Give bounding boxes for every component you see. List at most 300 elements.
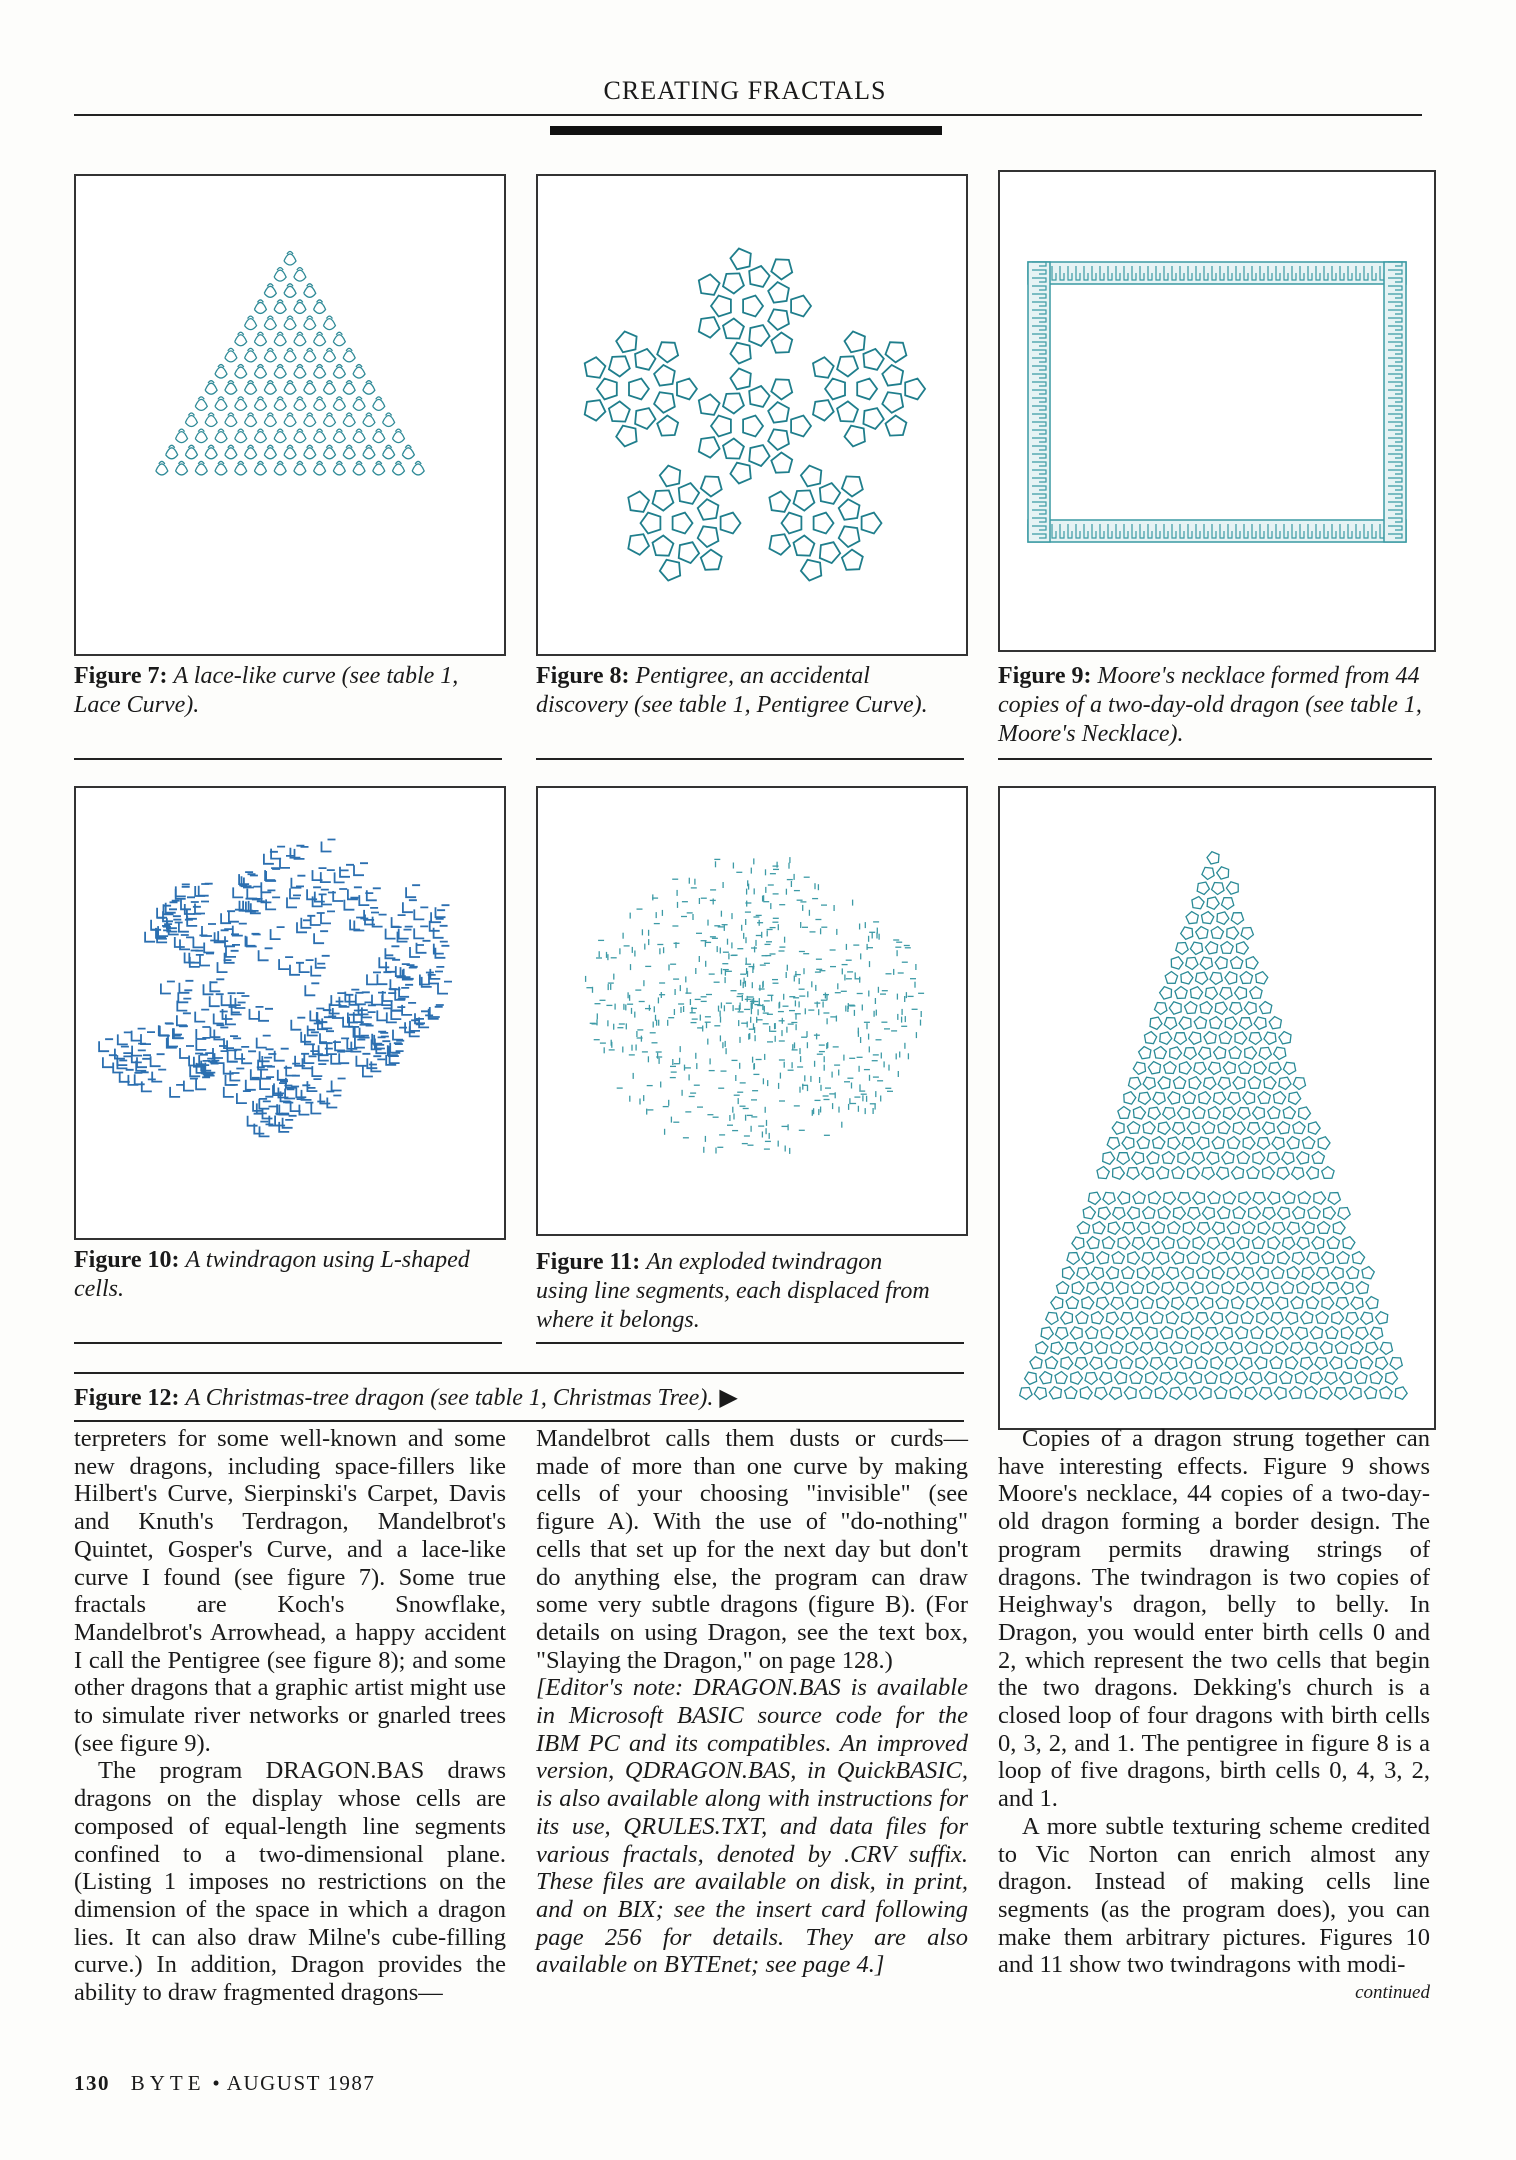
- pentagon-cell: [1136, 1357, 1148, 1369]
- pentagon-cell: [1242, 1267, 1254, 1279]
- lace-curve-segment: [323, 316, 335, 330]
- pentagon-cell: [1243, 1222, 1255, 1234]
- figure-8-caption: [536, 662, 936, 720]
- l-cell: [385, 946, 399, 958]
- pentagon-cell: [699, 394, 720, 415]
- pentagon-cell: [1055, 1372, 1067, 1384]
- l-cell: [339, 1051, 353, 1063]
- pentagon-cell: [1118, 1192, 1130, 1204]
- lace-curve-segment: [363, 381, 375, 395]
- pentagon-cell: [1269, 1062, 1281, 1074]
- pentagon-cell: [1140, 1343, 1152, 1355]
- lace-curve-segment: [314, 461, 326, 475]
- pentagon-cell: [1222, 1282, 1234, 1294]
- pentagon-cell: [660, 560, 680, 581]
- pentagon-cell: [1199, 1047, 1211, 1059]
- pentagon-cell: [723, 273, 744, 293]
- lace-curve-segment: [373, 397, 385, 411]
- pentagon-cell: [1366, 1342, 1378, 1354]
- pentagon-cell: [1301, 1312, 1313, 1324]
- pentagon-cell: [1297, 1152, 1309, 1164]
- pentagon-cell: [1140, 1387, 1152, 1399]
- pentagon-cell: [1202, 1122, 1214, 1134]
- pentagon-cell: [1186, 1298, 1198, 1310]
- l-cell: [415, 1011, 429, 1023]
- lace-curve-segment: [314, 429, 326, 443]
- pentagon-cell: [1127, 1168, 1139, 1180]
- pentagon-cell: [1260, 1388, 1272, 1400]
- pentagon-cell: [1307, 1252, 1319, 1264]
- pentagon-cell: [863, 408, 883, 429]
- pentagon-cell: [699, 274, 720, 295]
- figure-7-label: Figure 7:: [74, 663, 168, 689]
- pentagon-cell: [1200, 1002, 1212, 1014]
- pentagon-cell: [1113, 1167, 1125, 1179]
- pentagon-cell: [1097, 1297, 1109, 1309]
- pentagon-cell: [1340, 1372, 1352, 1384]
- lace-curve-segment: [353, 365, 365, 379]
- pentagon-cell: [1268, 1237, 1280, 1249]
- page-footer: [74, 2071, 375, 2096]
- pentagon-cell: [1112, 1122, 1124, 1134]
- pentagon-cell: [1286, 1312, 1298, 1324]
- pentagon-cell: [1123, 1223, 1135, 1235]
- pentagon-cell: [882, 392, 903, 413]
- figure-8-image: [536, 174, 968, 656]
- pentagon-cell: [1240, 1357, 1252, 1369]
- pentagon-cell: [1366, 1297, 1378, 1309]
- pentagon-cell: [1162, 1282, 1174, 1294]
- pentagon-cell: [1169, 1002, 1181, 1014]
- pentagon-cell: [1293, 1207, 1305, 1219]
- pentagon-cell: [1230, 1387, 1242, 1399]
- pentagon-cell: [1233, 1207, 1245, 1219]
- l-cell: [434, 926, 448, 938]
- pentagon-cell: [1250, 1372, 1262, 1384]
- pentagon-cell: [1217, 867, 1229, 879]
- l-cell: [222, 993, 236, 1005]
- l-cell: [312, 1064, 326, 1076]
- pentagon-cell: [1183, 1222, 1195, 1234]
- pentagon-cell: [1180, 1062, 1192, 1074]
- pentagon-cell: [1361, 1357, 1373, 1369]
- pentagon-cell: [1322, 1252, 1334, 1264]
- pentagon-cell: [635, 408, 655, 429]
- pentagon-cell: [1148, 1107, 1160, 1119]
- pentagon-cell: [1276, 1342, 1288, 1354]
- lace-curve-segment: [215, 429, 227, 443]
- pentagon-cell: [1278, 1252, 1290, 1264]
- pentagon-cell: [1225, 1357, 1237, 1369]
- l-cell: [367, 1056, 381, 1068]
- l-cell: [136, 1059, 150, 1071]
- pentagon-cell: [1186, 912, 1198, 924]
- pentagon-cell: [1287, 1137, 1299, 1149]
- l-cell: [392, 915, 406, 927]
- pentagon-cell: [1239, 1192, 1251, 1204]
- pentagon-cell: [1338, 1208, 1350, 1220]
- pentagon-cell: [1332, 1312, 1344, 1324]
- pentagon-cell: [1345, 1357, 1357, 1369]
- pentagon-cell: [1040, 1372, 1052, 1384]
- pentagon-cell: [1106, 1312, 1118, 1324]
- l-cell: [180, 1046, 194, 1058]
- pentagon-cell: [1247, 1167, 1259, 1179]
- pentagon-cell: [1310, 1372, 1322, 1384]
- lace-curve-segment: [353, 429, 365, 443]
- pentagon-cell: [1267, 1327, 1279, 1339]
- pentagon-cell: [1178, 1193, 1190, 1205]
- pentagon-cell: [1071, 1372, 1083, 1384]
- pentagon-cell: [1226, 882, 1238, 894]
- pentagon-cell: [1390, 1358, 1402, 1370]
- exploded-twindragon-drawing: [538, 788, 966, 1234]
- pentagon-cell: [1287, 1222, 1299, 1234]
- l-cell: [160, 1024, 174, 1036]
- pentagon-cell: [1386, 1372, 1398, 1384]
- pentagon-cell: [1223, 1062, 1235, 1074]
- pentagon-cell: [1127, 1207, 1139, 1219]
- lace-curve-segment: [284, 316, 296, 330]
- lace-curve-segment: [225, 381, 237, 395]
- l-cell: [196, 1077, 210, 1089]
- pentagon-cell: [1395, 1387, 1407, 1399]
- pentagon-cell: [1208, 1107, 1220, 1119]
- figure-7-text: A lace-like curve (see table 1, Lace Curve).: [74, 663, 459, 718]
- pentagon-cell: [1299, 1107, 1311, 1119]
- pentagon-cell: [1194, 1017, 1206, 1029]
- pentagon-cell: [1237, 1237, 1249, 1249]
- pentagon-cell: [1065, 1387, 1077, 1399]
- l-cell: [159, 1023, 173, 1035]
- pentagon-cell: [1287, 1267, 1299, 1279]
- pentagon-cell: [1080, 1342, 1092, 1354]
- l-cell: [321, 870, 335, 882]
- pentagon-cell: [1154, 1047, 1166, 1059]
- pentigree-drawing: [538, 176, 966, 654]
- lace-curve-segment: [274, 365, 286, 379]
- figure-7-image: [74, 174, 506, 656]
- pentagon-cell: [1335, 1388, 1347, 1400]
- pentagon-cell: [1195, 1357, 1207, 1369]
- pentagon-cell: [794, 536, 815, 556]
- figure-7-caption: [74, 662, 494, 720]
- pentagon-cell: [1270, 1357, 1282, 1369]
- paragraph: Copies of a dragon strung together can have interesting effects. Figure 9 shows Moore's necklace, 44 copies of a two-day-old dragon forming a border design. The program permits drawing strings of dragons. The twindragon is two copies of Heighway's dragon, belly to belly. In Dragon, you would enter birth cells 0 and 2, which represent the two cells that begin the two dragons. Dekking's church is a closed loop of four dragons with birth cells 0, 3, 2, and 1. The pentigree in figure 8 is a loop of five dragons, birth cells 0, 4, 3, 2, and 1.: [998, 1425, 1430, 1813]
- lace-curve-segment: [254, 397, 266, 411]
- pentagon-cell: [1370, 1372, 1382, 1384]
- pentagon-cell: [1197, 1267, 1209, 1279]
- pentagon-cell: [1164, 1018, 1176, 1030]
- pentagon-cell: [1168, 1222, 1180, 1234]
- pentagon-cell: [723, 439, 744, 459]
- lace-curve-segment: [402, 445, 414, 459]
- figure-9-text: Moore's necklace formed from 44 copies of a two-day-old dragon (see table 1, Moore's Necklace).: [998, 663, 1422, 747]
- pentagon-cell: [839, 499, 860, 520]
- pentagon-cell: [1206, 1282, 1218, 1294]
- l-cell: [377, 972, 391, 984]
- pentagon-cell: [1066, 1297, 1078, 1309]
- pentagon-cell: [1142, 1167, 1154, 1179]
- pentagon-cell: [1376, 1312, 1388, 1324]
- pentagon-cell: [1158, 1077, 1170, 1089]
- christmas-tree-drawing: [1000, 788, 1434, 1428]
- lace-curve-segment: [195, 397, 207, 411]
- pentagon-cell: [1251, 1283, 1263, 1295]
- pentagon-cell: [768, 309, 789, 330]
- pentagon-cell: [1312, 1282, 1324, 1294]
- pentagon-cell: [1072, 1237, 1084, 1249]
- pentagon-cell: [1086, 1327, 1098, 1339]
- pentagon-cell: [597, 379, 617, 400]
- pentagon-cell: [1211, 1312, 1223, 1324]
- pentagon-cell: [1307, 1167, 1319, 1179]
- lace-curve-segment: [235, 332, 247, 346]
- pentagon-cell: [1292, 1252, 1304, 1264]
- pentagon-cell: [1202, 1167, 1214, 1179]
- pentagon-cell: [1306, 1297, 1318, 1309]
- l-cell: [275, 1049, 289, 1061]
- l-cell: [193, 935, 207, 947]
- pentagon-cell: [1283, 1062, 1295, 1074]
- lace-curve-segment: [304, 284, 316, 298]
- pentagon-cell: [1310, 1327, 1322, 1339]
- pentagon-cell: [1168, 1137, 1180, 1149]
- pentagon-cell: [1167, 1267, 1179, 1279]
- pentagon-cell: [1155, 1342, 1167, 1354]
- pentagon-cell: [1247, 1297, 1259, 1309]
- pentagon-cell: [1302, 1137, 1314, 1149]
- pentagon-cell: [1164, 1192, 1176, 1204]
- pentagon-cell: [1160, 1327, 1172, 1339]
- pentagon-cell: [1157, 1297, 1169, 1309]
- pentagon-cell: [1191, 987, 1203, 999]
- lace-curve-segment: [284, 445, 296, 459]
- l-cell: [331, 993, 345, 1005]
- pentagon-cell: [1137, 1267, 1149, 1279]
- pentagon-cell: [768, 402, 789, 423]
- l-cell: [327, 1096, 341, 1108]
- pentagon-cell: [1056, 1328, 1068, 1340]
- pentagon-cell: [1271, 1313, 1283, 1325]
- pentagon-cell: [1100, 1372, 1112, 1384]
- pentagon-cell: [1226, 1312, 1238, 1324]
- lace-curve-segment: [314, 300, 326, 314]
- l-cell: [246, 934, 260, 946]
- pentagon-cell: [679, 542, 699, 563]
- lace-curve-segment: [245, 348, 257, 362]
- pentagon-cell: [1151, 1312, 1163, 1324]
- lace-curve-segment: [323, 445, 335, 459]
- pentagon-cell: [1179, 1017, 1191, 1029]
- pentagon-cell: [654, 365, 675, 386]
- pentagon-cell: [1308, 1122, 1320, 1134]
- lace-curve-segment: [284, 413, 296, 427]
- pentagon-cell: [1206, 1328, 1218, 1340]
- lace-curve-segment: [195, 461, 207, 475]
- l-cell: [386, 960, 400, 972]
- pentagon-cell: [1277, 1167, 1289, 1179]
- pentagon-cell: [1317, 1268, 1329, 1280]
- pentagon-cell: [1164, 1062, 1176, 1074]
- lace-curve-segment: [323, 348, 335, 362]
- lace-curve-segment: [343, 348, 355, 362]
- pentagon-cell: [699, 317, 720, 338]
- pentagon-cell: [585, 400, 606, 421]
- l-cell: [399, 927, 413, 939]
- pentagon-cell: [842, 476, 863, 496]
- figure-9-label: Figure 9:: [998, 663, 1092, 689]
- pentagon-cell: [1320, 1387, 1332, 1399]
- pentagon-cell: [698, 499, 719, 520]
- pentagon-cell: [1129, 1077, 1141, 1089]
- lace-curve-segment: [294, 300, 306, 314]
- lace-curve-segment: [353, 461, 365, 475]
- pentagon-cell: [1274, 1387, 1286, 1399]
- l-cell: [377, 1008, 391, 1020]
- lace-curve-segment: [343, 413, 355, 427]
- pentagon-cell: [1207, 852, 1219, 864]
- pentagon-cell: [1237, 942, 1249, 954]
- pentagon-cell: [1318, 1222, 1330, 1234]
- pentagon-cell: [723, 319, 744, 339]
- lace-curve-segment: [274, 397, 286, 411]
- lace-curve-segment: [314, 397, 326, 411]
- pentagon-cell: [1231, 913, 1243, 925]
- pentagon-cell: [1269, 1017, 1281, 1029]
- figure-12-image: [998, 786, 1436, 1430]
- pentagon-cell: [1188, 1208, 1200, 1220]
- arrow-right-icon: ▶: [719, 1385, 738, 1411]
- pentagon-cell: [1152, 1267, 1164, 1279]
- figure-9-caption: [998, 662, 1428, 749]
- pentagon-cell: [1249, 1207, 1261, 1219]
- lace-curve-segment: [304, 445, 316, 459]
- pentagon-cell: [1312, 1237, 1324, 1249]
- l-cell: [431, 910, 445, 922]
- pentagon-cell: [1222, 1152, 1234, 1164]
- pentagon-cell: [1137, 1222, 1149, 1234]
- pentagon-cell: [1232, 1297, 1244, 1309]
- pentagon-cell: [1356, 1282, 1368, 1294]
- pentagon-cell: [1183, 1092, 1195, 1104]
- pentagon-cell: [1218, 1207, 1230, 1219]
- pentagon-cell: [1380, 1342, 1392, 1354]
- pentagon-cell: [1178, 1107, 1190, 1119]
- lace-curve-segment: [264, 316, 276, 330]
- pentagon-cell: [1227, 927, 1239, 939]
- pentagon-cell: [701, 550, 722, 570]
- pentagon-cell: [1246, 957, 1258, 969]
- pentagon-cell: [1171, 957, 1183, 969]
- pentagon-cell: [1314, 1192, 1326, 1204]
- pentagon-cell: [1205, 942, 1217, 954]
- lace-curve-segment: [294, 461, 306, 475]
- l-cell: [438, 982, 452, 994]
- l-cell: [250, 1007, 264, 1019]
- pentagon-cell: [629, 379, 649, 400]
- pentagon-cell: [1113, 1208, 1125, 1220]
- pentagon-cell: [653, 536, 674, 556]
- pentagon-cell: [1165, 972, 1177, 984]
- pentagon-cell: [769, 534, 790, 555]
- lace-curve-segment: [294, 429, 306, 443]
- lace-curve-segment: [333, 332, 345, 346]
- pentagon-cell: [1253, 1152, 1265, 1164]
- pentagon-cell: [1186, 1342, 1198, 1354]
- pentagon-cell: [1235, 987, 1247, 999]
- pentagon-cell: [1111, 1342, 1123, 1354]
- pentagon-cell: [1177, 1237, 1189, 1249]
- pentagon-cell: [1364, 1387, 1376, 1399]
- pentagon-cell: [730, 369, 750, 390]
- pentagon-cell: [1241, 928, 1253, 940]
- pentagon-cell: [801, 560, 821, 581]
- pentagon-cell: [1253, 1107, 1265, 1119]
- header-bar: [550, 126, 942, 135]
- pentagon-cell: [1341, 1282, 1353, 1294]
- pentagon-cell: [1200, 957, 1212, 969]
- pentagon-cell: [1176, 1327, 1188, 1339]
- lace-curve-segment: [294, 268, 306, 282]
- pentagon-cell: [1325, 1373, 1337, 1385]
- pentagon-cell: [1216, 1297, 1228, 1309]
- pentagon-cell: [1075, 1358, 1087, 1370]
- pentagon-cell: [1098, 1207, 1110, 1219]
- pentagon-cell: [1346, 1313, 1358, 1325]
- pentagon-cell: [1305, 1387, 1317, 1399]
- pentagon-cell: [1351, 1342, 1363, 1354]
- pentagon-cell: [1061, 1357, 1073, 1369]
- l-cell: [322, 840, 336, 852]
- paragraph: terpreters for some well-known and some new dragons, including space-fillers like Hilbert's Curve, Sierpinski's Carpet, Davis and Knuth's Terdragon, Mandelbrot's Quintet, Gosper's Curve, and a lace-like curve I found (see figure 7). Some true fractals are Koch's Snowflake, Mandelbrot's Arrowhead, a happy accident I call the Pentigree (see figure 8); and some other dragons that a graphic artist might use to simulate river networks or gnarled trees (see figure 9).: [74, 1425, 506, 1757]
- pentagon-cell: [1175, 1372, 1187, 1384]
- pentagon-cell: [1139, 1047, 1151, 1059]
- pentagon-cell: [1198, 1223, 1210, 1235]
- pentagon-cell: [1132, 1238, 1144, 1250]
- l-cell: [371, 1059, 385, 1071]
- pentagon-cell: [1316, 1312, 1328, 1324]
- pentagon-cell: [1217, 1252, 1229, 1264]
- l-cell: [417, 941, 431, 953]
- pentagon-cell: [1263, 1167, 1275, 1179]
- l-cell: [356, 1054, 370, 1066]
- pentagon-cell: [1196, 927, 1208, 939]
- pentagon-cell: [1116, 1327, 1128, 1339]
- pentagon-cell: [1293, 1078, 1305, 1090]
- pentagon-cell: [1322, 1167, 1334, 1179]
- pentagon-cell: [1172, 1252, 1184, 1264]
- pentagon-cell: [1111, 1297, 1123, 1309]
- pentagon-cell: [1298, 1192, 1310, 1204]
- lace-curve-segment: [195, 429, 207, 443]
- pentagon-cell: [1162, 1237, 1174, 1249]
- pentagon-cell: [1260, 1342, 1272, 1354]
- pentagon-cell: [1141, 1297, 1153, 1309]
- l-cell: [259, 1009, 273, 1021]
- pentagon-cell: [1116, 1282, 1128, 1294]
- pentagon-cell: [1337, 1252, 1349, 1264]
- lace-curve-drawing: [76, 176, 504, 654]
- pentagon-cell: [673, 513, 693, 534]
- figure-10-image: [74, 786, 506, 1240]
- pentagon-cell: [1088, 1192, 1100, 1204]
- pentagon-cell: [1188, 1167, 1200, 1179]
- pentagon-cell: [825, 379, 845, 400]
- lace-curve-segment: [274, 429, 286, 443]
- l-cell: [185, 951, 199, 963]
- pentagon-cell: [1223, 1192, 1235, 1204]
